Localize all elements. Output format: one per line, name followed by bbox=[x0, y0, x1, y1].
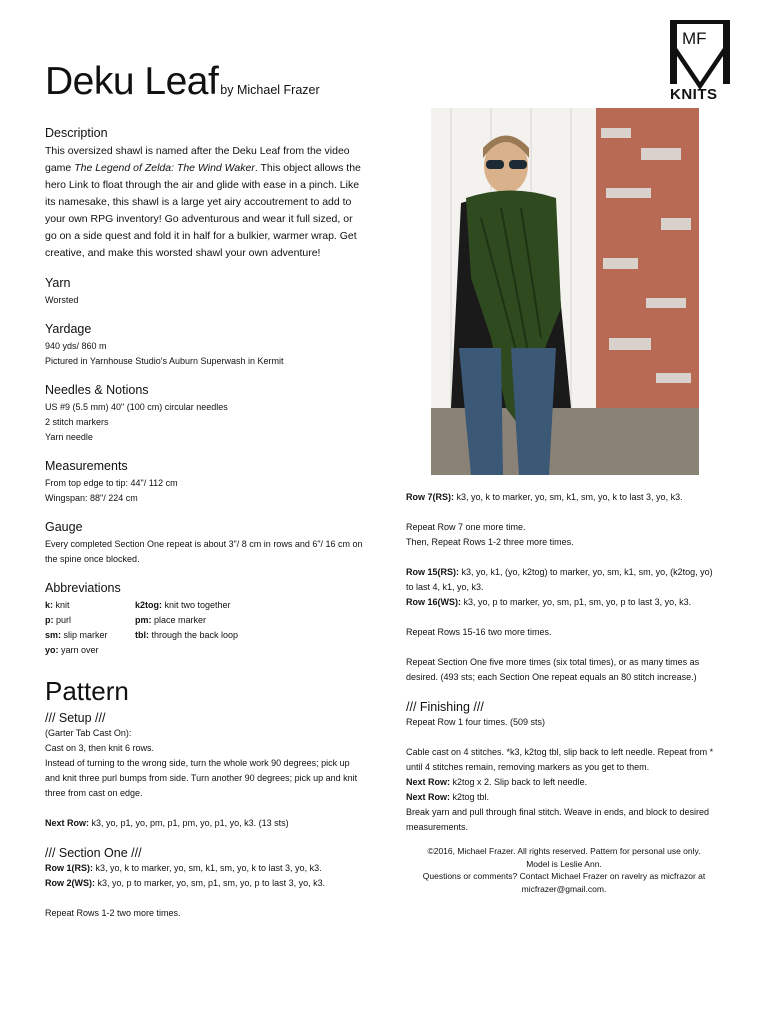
row-15: Row 15(RS): k3, yo, k1, (yo, k2tog) to marker, yo, sm, k1, sm, yo, (k2tog, yo) to last 4, k1, yo, k3. bbox=[406, 567, 713, 592]
row-2: Row 2(WS): k3, yo, p to marker, yo, sm, p1, sm, yo, p to last 3, yo, k3. bbox=[45, 878, 326, 888]
pattern-section bbox=[45, 676, 363, 921]
pattern-heading: Pattern bbox=[45, 676, 129, 706]
needles-line: US #9 (5.5 mm) 40" (100 cm) circular needles bbox=[45, 402, 228, 412]
repeat-rows-15-16: Repeat Rows 15-16 two more times. bbox=[406, 627, 552, 637]
abbreviations-list bbox=[45, 598, 363, 658]
setup-next-row: Next Row: k3, yo, p1, yo, pm, p1, pm, yo, p1, yo, k3. (13 sts) bbox=[45, 818, 289, 828]
needles-section bbox=[45, 383, 363, 445]
finishing-line-2: Cable cast on 4 stitches. *k3, k2tog tbl, slip back to left needle. Repeat from * until 4 stitches remain, removing markers as you get to them. bbox=[406, 747, 714, 772]
description-heading: Description bbox=[45, 126, 108, 140]
row-7: Row 7(RS): k3, yo, k to marker, yo, sm, k1, sm, yo, k to last 3, yo, k3. bbox=[406, 492, 683, 502]
abbr-item: sm: slip marker bbox=[45, 630, 108, 640]
description-text-2: . This object allows the hero Link to float through the air and glide with ease in a pinch. Like its namesake, this shawl is a large yet airy accoutrement to add to your own RPG inventory! Go adventurous and wear it full sized, or go on a side quest and fold it in half for a bulkier, warmer wrap. Get creative, and make this worsted shawl your own adventure! bbox=[45, 162, 361, 259]
needles-heading: Needles & Notions bbox=[45, 383, 149, 397]
game-title: The Legend of Zelda: The Wind Waker bbox=[74, 162, 255, 174]
abbr-item: p: purl bbox=[45, 615, 72, 625]
measurement-length: From top edge to tip: 44"/ 112 cm bbox=[45, 478, 178, 488]
gauge-text: Every completed Section One repeat is about 3"/ 8 cm in rows and 6"/ 16 cm on the spine once blocked. bbox=[45, 539, 363, 564]
logo-text: KNITS bbox=[670, 86, 718, 103]
title-row bbox=[45, 60, 320, 104]
svg-text:MF: MF bbox=[682, 29, 707, 48]
finishing-heading: /// Finishing /// bbox=[406, 700, 484, 714]
abbr-item: k: knit bbox=[45, 600, 70, 610]
yarn-weight: Worsted bbox=[45, 295, 79, 305]
footer-line-2: Model is Leslie Ann. bbox=[526, 858, 602, 869]
abbr-item: yo: yarn over bbox=[45, 645, 99, 655]
repeat-rows-then: Then, Repeat Rows 1-2 three more times. bbox=[406, 537, 574, 547]
finishing-next-row-1: Next Row: k2tog x 2. Slip back to left needle. bbox=[406, 777, 588, 787]
repeat-rows-1-2: Repeat Rows 1-2 two more times. bbox=[45, 908, 181, 918]
setup-heading: /// Setup /// bbox=[45, 711, 106, 725]
row-1: Row 1(RS): k3, yo, k to marker, yo, sm, k1, sm, yo, k to last 3, yo, k3. bbox=[45, 863, 322, 873]
abbreviations-section bbox=[45, 581, 363, 658]
yarn-section bbox=[45, 276, 363, 308]
gauge-section bbox=[45, 520, 363, 567]
footer-line-1: ©2016, Michael Frazer. All rights reserved. Pattern for personal use only. bbox=[427, 846, 701, 856]
setup-line-2: Cast on 3, then knit 6 rows. bbox=[45, 743, 155, 753]
footer-email: micfrazer@gmail.com. bbox=[521, 883, 607, 894]
abbreviations-heading: Abbreviations bbox=[45, 581, 121, 595]
description-section bbox=[45, 126, 363, 262]
description-text bbox=[45, 143, 363, 262]
model-photo bbox=[431, 108, 699, 475]
abbr-item: pm: place marker bbox=[135, 615, 207, 625]
copyright-footer bbox=[406, 845, 722, 895]
markers-line: 2 stitch markers bbox=[45, 417, 109, 427]
footer-line-3: Questions or comments? Contact Michael Frazer on ravelry as micfrazor at bbox=[422, 871, 706, 881]
right-column bbox=[406, 490, 722, 895]
finishing-line-1: Repeat Row 1 four times. (509 sts) bbox=[406, 717, 546, 727]
setup-line-1: (Garter Tab Cast On): bbox=[45, 728, 132, 738]
section-one-heading: /// Section One /// bbox=[45, 846, 142, 860]
yarn-heading: Yarn bbox=[45, 276, 71, 290]
measurement-wingspan: Wingspan: 88"/ 224 cm bbox=[45, 493, 138, 503]
yarn-needle-line: Yarn needle bbox=[45, 432, 93, 442]
abbr-item: tbl: through the back loop bbox=[135, 630, 239, 640]
yardage-heading: Yardage bbox=[45, 322, 92, 336]
left-column bbox=[45, 126, 363, 921]
row-16: Row 16(WS): k3, yo, p to marker, yo, sm, p1, sm, yo, p to last 3, yo, k3. bbox=[406, 597, 692, 607]
description-text-1: This oversized shawl is named after the Deku Leaf from the video game bbox=[45, 145, 350, 174]
page-title: Deku Leaf bbox=[45, 60, 219, 103]
gauge-heading: Gauge bbox=[45, 520, 83, 534]
yardage-pictured: Pictured in Yarnhouse Studio's Auburn Superwash in Kermit bbox=[45, 356, 284, 366]
repeat-section-one: Repeat Section One five more times (six total times), or as many times as desired. (493 sts; each Section One repeat equals an 80 stitch increase.) bbox=[406, 657, 700, 682]
finishing-next-row-2: Next Row: k2tog tbl. bbox=[406, 792, 490, 802]
repeat-row-7: Repeat Row 7 one more time. bbox=[406, 522, 526, 532]
setup-line-3: Instead of turning to the wrong side, turn the whole work 90 degrees; pick up and knit three purl bumps from side. Turn another 90 degrees; pick up and knit three from cast on edge. bbox=[45, 758, 358, 798]
yardage-amount: 940 yds/ 860 m bbox=[45, 341, 107, 351]
yardage-section bbox=[45, 322, 363, 369]
finishing-line-5: Break yarn and pull through final stitch. Weave in ends, and block to desired measurements. bbox=[406, 807, 710, 832]
byline: by Michael Frazer bbox=[220, 83, 320, 97]
measurements-heading: Measurements bbox=[45, 459, 128, 473]
measurements-section bbox=[45, 459, 363, 506]
abbr-item: k2tog: knit two together bbox=[135, 600, 231, 610]
